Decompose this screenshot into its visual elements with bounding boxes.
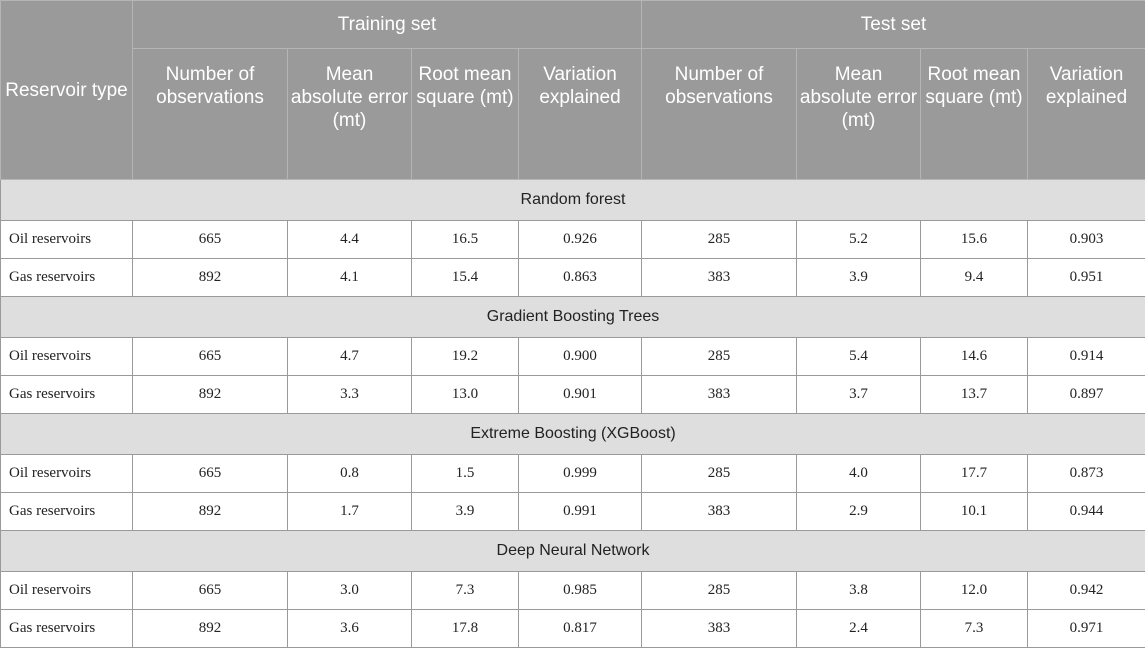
cell-train-rms: 16.5 (412, 221, 519, 259)
cell-reservoir-type: Gas reservoirs (1, 610, 133, 648)
cell-reservoir-type: Gas reservoirs (1, 376, 133, 414)
cell-train-rms: 19.2 (412, 338, 519, 376)
cell-train-rms: 17.8 (412, 610, 519, 648)
cell-train-var: 0.991 (519, 493, 642, 531)
cell-train-rms: 1.5 (412, 455, 519, 493)
cell-test-n: 383 (642, 376, 797, 414)
cell-test-var: 0.914 (1028, 338, 1145, 376)
cell-test-rms: 10.1 (921, 493, 1028, 531)
cell-train-n: 892 (133, 259, 288, 297)
cell-train-mae: 4.4 (288, 221, 412, 259)
cell-train-var: 0.999 (519, 455, 642, 493)
header-train-mean-absolute-error: Mean absolute error (mt) (288, 49, 412, 180)
cell-train-var: 0.900 (519, 338, 642, 376)
table-body (1, 180, 1145, 648)
cell-test-n: 383 (642, 610, 797, 648)
cell-test-rms: 13.7 (921, 376, 1028, 414)
header-test-set: Test set (642, 1, 1145, 49)
cell-train-rms: 3.9 (412, 493, 519, 531)
cell-train-mae: 4.7 (288, 338, 412, 376)
cell-test-rms: 14.6 (921, 338, 1028, 376)
table-row (1, 455, 1145, 493)
cell-test-n: 383 (642, 259, 797, 297)
section-row (1, 531, 1145, 572)
cell-test-rms: 17.7 (921, 455, 1028, 493)
table-row (1, 259, 1145, 297)
cell-train-mae: 4.1 (288, 259, 412, 297)
cell-train-mae: 0.8 (288, 455, 412, 493)
header-training-set: Training set (133, 1, 642, 49)
cell-train-n: 892 (133, 376, 288, 414)
header-test-root-mean-square: Root mean square (mt) (921, 49, 1028, 180)
header-train-variation-explained: Variation explained (519, 49, 642, 180)
table-row (1, 572, 1145, 610)
cell-train-n: 892 (133, 610, 288, 648)
cell-test-var: 0.951 (1028, 259, 1145, 297)
cell-test-n: 285 (642, 572, 797, 610)
header-test-number-of-observations: Number of observations (642, 49, 797, 180)
table-header (1, 1, 1145, 180)
cell-train-var: 0.926 (519, 221, 642, 259)
cell-test-var: 0.971 (1028, 610, 1145, 648)
table-row (1, 493, 1145, 531)
table-row (1, 221, 1145, 259)
cell-train-rms: 15.4 (412, 259, 519, 297)
header-test-variation-explained: Variation explained (1028, 49, 1145, 180)
cell-test-n: 383 (642, 493, 797, 531)
cell-test-n: 285 (642, 338, 797, 376)
cell-reservoir-type: Oil reservoirs (1, 455, 133, 493)
cell-test-mae: 3.7 (797, 376, 921, 414)
cell-test-var: 0.897 (1028, 376, 1145, 414)
cell-train-rms: 7.3 (412, 572, 519, 610)
cell-test-mae: 5.4 (797, 338, 921, 376)
cell-reservoir-type: Oil reservoirs (1, 338, 133, 376)
cell-reservoir-type: Gas reservoirs (1, 259, 133, 297)
cell-train-n: 665 (133, 221, 288, 259)
cell-reservoir-type: Oil reservoirs (1, 572, 133, 610)
cell-train-mae: 3.3 (288, 376, 412, 414)
cell-train-var: 0.901 (519, 376, 642, 414)
cell-test-mae: 2.9 (797, 493, 921, 531)
section-title-xgboost: Extreme Boosting (XGBoost) (1, 414, 1145, 455)
table-row (1, 376, 1145, 414)
cell-test-mae: 3.9 (797, 259, 921, 297)
cell-train-n: 892 (133, 493, 288, 531)
cell-train-mae: 3.6 (288, 610, 412, 648)
section-row (1, 414, 1145, 455)
cell-test-rms: 12.0 (921, 572, 1028, 610)
section-title-gradient-boosting-trees: Gradient Boosting Trees (1, 297, 1145, 338)
section-row (1, 180, 1145, 221)
section-row (1, 297, 1145, 338)
table-row (1, 338, 1145, 376)
section-title-random-forest: Random forest (1, 180, 1145, 221)
cell-test-n: 285 (642, 221, 797, 259)
cell-test-rms: 7.3 (921, 610, 1028, 648)
header-reservoir-type: Reservoir type (1, 1, 133, 180)
cell-test-rms: 15.6 (921, 221, 1028, 259)
cell-train-n: 665 (133, 572, 288, 610)
cell-train-rms: 13.0 (412, 376, 519, 414)
cell-reservoir-type: Oil reservoirs (1, 221, 133, 259)
table-row (1, 610, 1145, 648)
section-title-deep-neural-network: Deep Neural Network (1, 531, 1145, 572)
cell-test-var: 0.942 (1028, 572, 1145, 610)
cell-train-n: 665 (133, 338, 288, 376)
cell-train-n: 665 (133, 455, 288, 493)
header-train-number-of-observations: Number of observations (133, 49, 288, 180)
cell-test-var: 0.944 (1028, 493, 1145, 531)
cell-test-var: 0.903 (1028, 221, 1145, 259)
cell-test-rms: 9.4 (921, 259, 1028, 297)
cell-train-var: 0.863 (519, 259, 642, 297)
cell-test-var: 0.873 (1028, 455, 1145, 493)
cell-test-n: 285 (642, 455, 797, 493)
cell-test-mae: 5.2 (797, 221, 921, 259)
cell-reservoir-type: Gas reservoirs (1, 493, 133, 531)
header-test-mean-absolute-error: Mean absolute error (mt) (797, 49, 921, 180)
cell-test-mae: 3.8 (797, 572, 921, 610)
cell-test-mae: 2.4 (797, 610, 921, 648)
cell-train-mae: 1.7 (288, 493, 412, 531)
cell-train-mae: 3.0 (288, 572, 412, 610)
cell-train-var: 0.817 (519, 610, 642, 648)
header-train-root-mean-square: Root mean square (mt) (412, 49, 519, 180)
cell-test-mae: 4.0 (797, 455, 921, 493)
cell-train-var: 0.985 (519, 572, 642, 610)
